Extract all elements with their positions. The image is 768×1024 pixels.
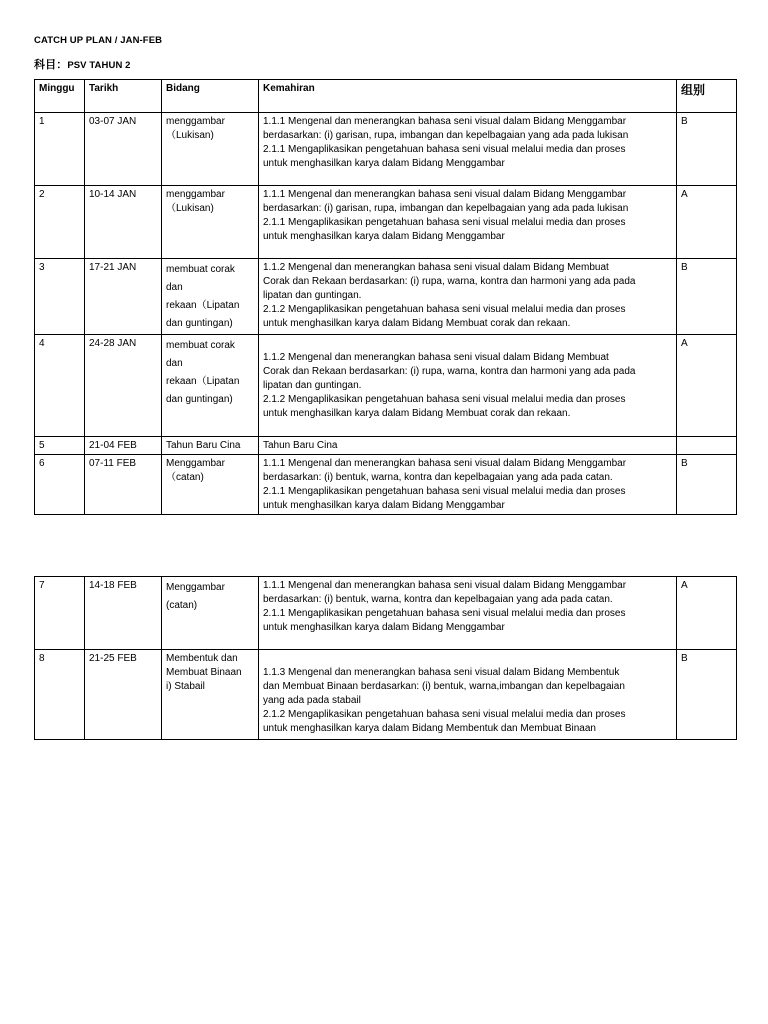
- cell-skills: [259, 650, 677, 740]
- table-row: [35, 577, 737, 650]
- skill-line: 1.1.2 Mengenal dan menerangkan bahasa seni visual dalam Bidang Membuat: [263, 262, 609, 273]
- table-row: [35, 113, 737, 186]
- cell-bidang: [162, 577, 259, 650]
- cell-date: 24-28 JAN: [85, 335, 162, 437]
- cell-skills: [259, 186, 677, 259]
- cell-group: B: [677, 455, 737, 515]
- bidang-line: menggambar: [166, 189, 225, 200]
- bidang-line: Membuat Binaan: [166, 667, 242, 678]
- bidang-line: menggambar: [166, 116, 225, 127]
- cell-bidang: [162, 259, 259, 335]
- bidang-line: dan: [166, 282, 183, 293]
- skill-line: Corak dan Rekaan berdasarkan: (i) rupa, warna, kontra dan harmoni yang ada pada: [263, 276, 636, 287]
- bidang-line: Membentuk dan: [166, 653, 238, 664]
- cell-date: 14-18 FEB: [85, 577, 162, 650]
- skill-line: yang ada pada stabail: [263, 695, 361, 706]
- bidang-line: rekaan（Lipatan: [166, 376, 240, 387]
- bidang-line: membuat corak: [166, 264, 235, 275]
- cell-bidang: [162, 113, 259, 186]
- cell-group: [677, 437, 737, 455]
- cell-group: B: [677, 113, 737, 186]
- skill-line: untuk menghasilkan karya dalam Bidang Membuat corak dan rekaan.: [263, 408, 571, 419]
- subject-label: 科目：: [34, 58, 68, 71]
- skill-line: 2.1.1 Mengaplikasikan pengetahuan bahasa seni visual melalui media dan proses: [263, 144, 626, 155]
- skill-line: berdasarkan: (i) garisan, rupa, imbangan dan kepelbagaian yang ada pada lukisan: [263, 203, 629, 214]
- bidang-line: dan: [166, 358, 183, 369]
- skill-line: 1.1.1 Mengenal dan menerangkan bahasa seni visual dalam Bidang Menggambar: [263, 458, 627, 469]
- cell-group: A: [677, 335, 737, 437]
- skill-line: 2.1.1 Mengaplikasikan pengetahuan bahasa seni visual melalui media dan proses: [263, 217, 626, 228]
- skill-line: 1.1.3 Mengenal dan menerangkan bahasa seni visual dalam Bidang Membentuk: [263, 667, 620, 678]
- cell-skills: [259, 335, 677, 437]
- document-title: CATCH UP PLAN / JAN-FEB: [34, 35, 163, 46]
- bidang-line: dan guntingan): [166, 318, 233, 329]
- bidang-line: Menggambar: [166, 582, 225, 593]
- skill-line: lipatan dan guntingan.: [263, 290, 362, 301]
- cell-date: 17-21 JAN: [85, 259, 162, 335]
- cell-bidang: [162, 186, 259, 259]
- subject-line: [34, 56, 131, 72]
- schedule-table-page2: [34, 576, 737, 740]
- table-row: [35, 650, 737, 740]
- skill-line: 2.1.2 Mengaplikasikan pengetahuan bahasa seni visual melalui media dan proses: [263, 709, 626, 720]
- skill-line: 1.1.1 Mengenal dan menerangkan bahasa seni visual dalam Bidang Menggambar: [263, 116, 627, 127]
- skill-line: untuk menghasilkan karya dalam Bidang Membuat corak dan rekaan.: [263, 318, 571, 329]
- skill-line: 2.1.1 Mengaplikasikan pengetahuan bahasa seni visual melalui media dan proses: [263, 486, 626, 497]
- header-skills: Kemahiran: [259, 80, 677, 113]
- table-row: [35, 437, 737, 455]
- table-header-row: [35, 80, 737, 113]
- skill-line: 1.1.2 Mengenal dan menerangkan bahasa seni visual dalam Bidang Membuat: [263, 352, 609, 363]
- table-row: [35, 455, 737, 515]
- cell-group: A: [677, 186, 737, 259]
- cell-week: 4: [35, 335, 85, 437]
- skill-line: untuk menghasilkan karya dalam Bidang Menggambar: [263, 622, 505, 633]
- header-week: Minggu: [35, 80, 85, 113]
- skill-line: 2.1.2 Mengaplikasikan pengetahuan bahasa seni visual melalui media dan proses: [263, 304, 626, 315]
- cell-group: B: [677, 650, 737, 740]
- bidang-line: Menggambar: [166, 458, 225, 469]
- skill-line: 2.1.2 Mengaplikasikan pengetahuan bahasa seni visual melalui media dan proses: [263, 394, 626, 405]
- cell-date: 03-07 JAN: [85, 113, 162, 186]
- bidang-line: Tahun Baru Cina: [166, 440, 241, 451]
- cell-skills: [259, 113, 677, 186]
- cell-bidang: [162, 335, 259, 437]
- cell-bidang: [162, 437, 259, 455]
- cell-skills: [259, 437, 677, 455]
- cell-group: B: [677, 259, 737, 335]
- cell-bidang: [162, 650, 259, 740]
- cell-week: 7: [35, 577, 85, 650]
- cell-date: 10-14 JAN: [85, 186, 162, 259]
- table-row: [35, 259, 737, 335]
- header-group: 组别: [677, 80, 737, 113]
- skill-line: untuk menghasilkan karya dalam Bidang Menggambar: [263, 500, 505, 511]
- cell-group: A: [677, 577, 737, 650]
- bidang-line: （Lukisan): [166, 130, 214, 141]
- table-row: [35, 186, 737, 259]
- cell-date: 21-04 FEB: [85, 437, 162, 455]
- bidang-line: （catan): [166, 472, 204, 483]
- skill-line: untuk menghasilkan karya dalam Bidang Menggambar: [263, 231, 505, 242]
- skill-line: untuk menghasilkan karya dalam Bidang Membentuk dan Membuat Binaan: [263, 723, 596, 734]
- skill-line: untuk menghasilkan karya dalam Bidang Menggambar: [263, 158, 505, 169]
- bidang-line: membuat corak: [166, 340, 235, 351]
- bidang-line: （Lukisan): [166, 203, 214, 214]
- schedule-table-page1: [34, 79, 737, 515]
- skill-line: berdasarkan: (i) bentuk, warna, kontra dan kepelbagaian yang ada pada catan.: [263, 472, 613, 483]
- skill-line: berdasarkan: (i) bentuk, warna, kontra dan kepelbagaian yang ada pada catan.: [263, 594, 613, 605]
- cell-week: 3: [35, 259, 85, 335]
- skill-line: berdasarkan: (i) garisan, rupa, imbangan dan kepelbagaian yang ada pada lukisan: [263, 130, 629, 141]
- skill-line: 1.1.1 Mengenal dan menerangkan bahasa seni visual dalam Bidang Menggambar: [263, 189, 627, 200]
- skill-line: 1.1.1 Mengenal dan menerangkan bahasa seni visual dalam Bidang Menggambar: [263, 580, 627, 591]
- table-row: [35, 335, 737, 437]
- bidang-line: dan guntingan): [166, 394, 233, 405]
- skill-line: dan Membuat Binaan berdasarkan: (i) bentuk, warna,imbangan dan kepelbagaian: [263, 681, 625, 692]
- skill-line: lipatan dan guntingan.: [263, 380, 362, 391]
- subject-value: PSV TAHUN 2: [67, 60, 131, 71]
- cell-week: 2: [35, 186, 85, 259]
- bidang-line: rekaan（Lipatan: [166, 300, 240, 311]
- skill-line: Tahun Baru Cina: [263, 440, 338, 451]
- header-date: Tarikh: [85, 80, 162, 113]
- skill-line: Corak dan Rekaan berdasarkan: (i) rupa, warna, kontra dan harmoni yang ada pada: [263, 366, 636, 377]
- cell-week: 5: [35, 437, 85, 455]
- skill-line: 2.1.1 Mengaplikasikan pengetahuan bahasa seni visual melalui media dan proses: [263, 608, 626, 619]
- cell-date: 21-25 FEB: [85, 650, 162, 740]
- cell-week: 1: [35, 113, 85, 186]
- cell-skills: [259, 259, 677, 335]
- header-bidang: Bidang: [162, 80, 259, 113]
- cell-date: 07-11 FEB: [85, 455, 162, 515]
- bidang-line: (catan): [166, 600, 198, 611]
- cell-week: 8: [35, 650, 85, 740]
- cell-week: 6: [35, 455, 85, 515]
- cell-bidang: [162, 455, 259, 515]
- cell-skills: [259, 577, 677, 650]
- bidang-line: i) Stabail: [166, 681, 205, 692]
- cell-skills: [259, 455, 677, 515]
